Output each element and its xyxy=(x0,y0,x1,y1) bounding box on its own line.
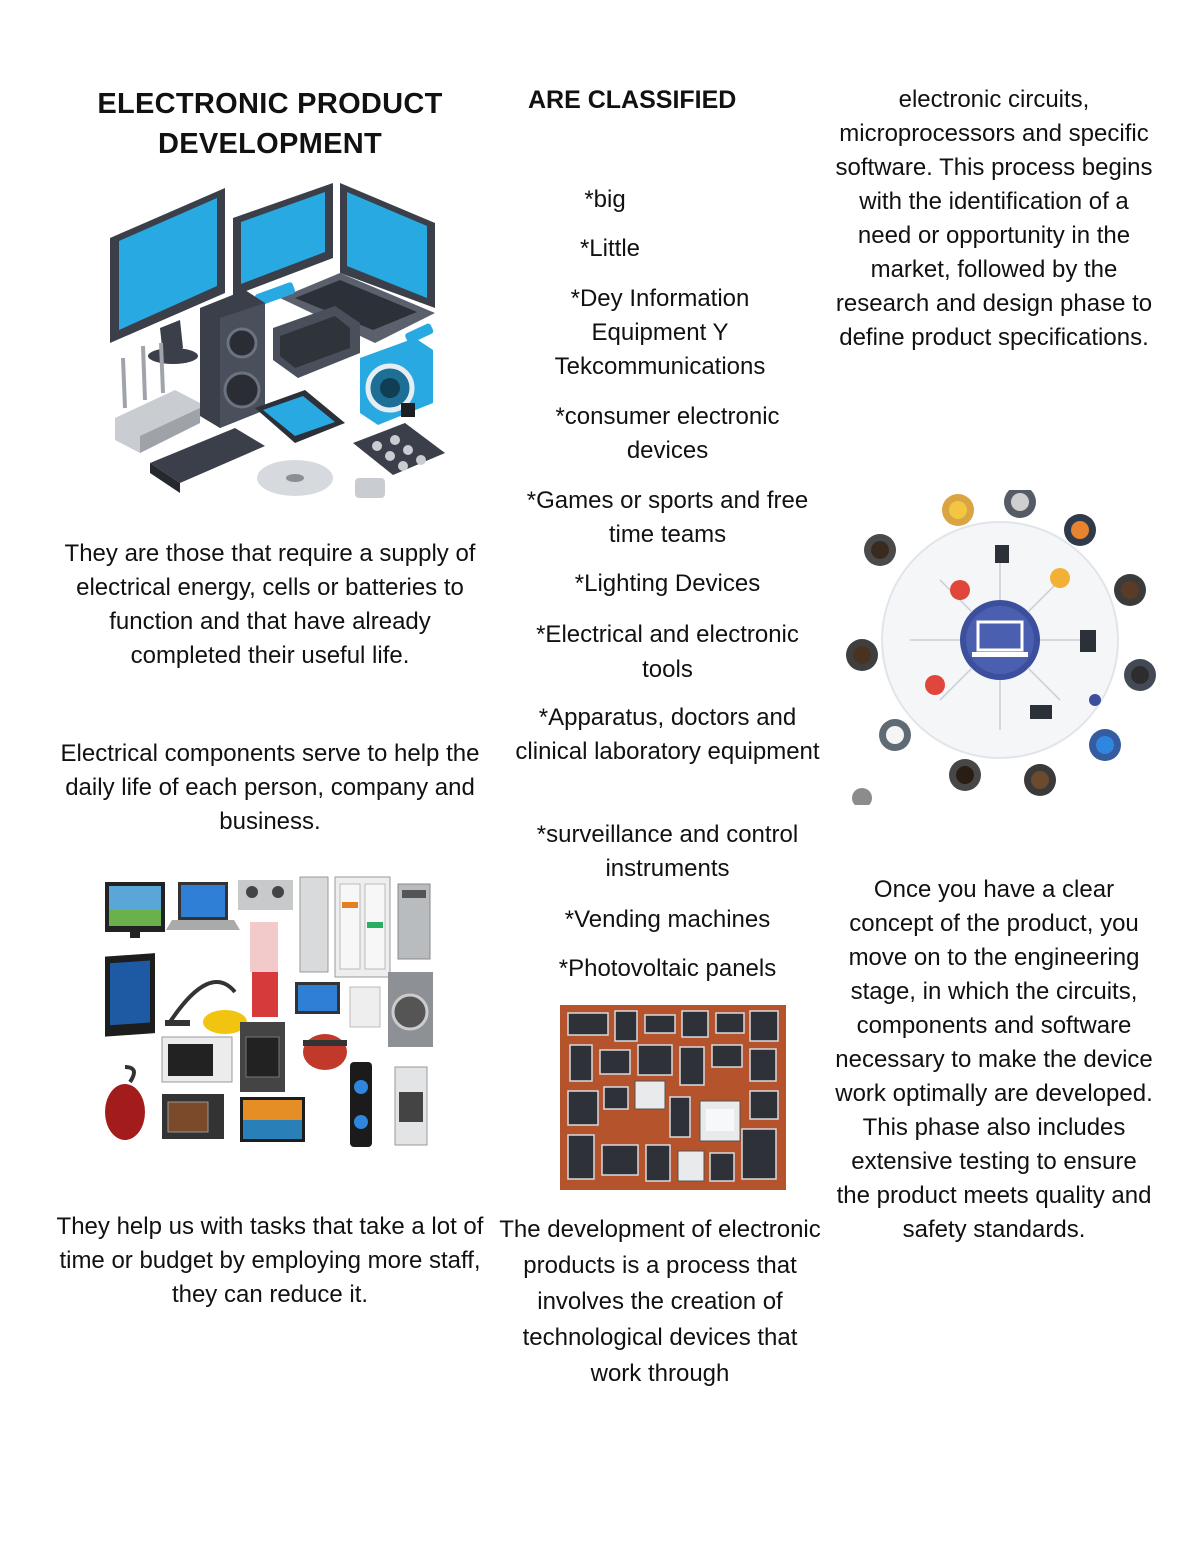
classification-item: *Electrical and electronic tools xyxy=(536,621,799,683)
tv-icon xyxy=(105,882,165,938)
classification-item: *Lighting Devices xyxy=(574,570,761,597)
classification-item: *Little xyxy=(579,235,641,262)
refrigerator-icon xyxy=(300,877,328,972)
tv-icon xyxy=(240,1097,305,1142)
electronic-devices-illustration xyxy=(105,178,450,518)
toaster-oven-icon xyxy=(162,1094,224,1139)
microwave-icon xyxy=(162,1037,232,1082)
disc-icon xyxy=(257,460,333,496)
keypad-icon xyxy=(353,423,445,498)
tv-icon xyxy=(105,953,155,1036)
washing-machine-icon xyxy=(388,972,433,1047)
process-paragraph: electronic circuits, microprocessors and specific software. This process begins with the identification of a need or opportunity in the market, followed by the research and design phase to define product specifications. xyxy=(835,86,1153,351)
vacuum-cleaner-red-icon xyxy=(105,1067,145,1140)
classification-item: *surveillance and control instruments xyxy=(536,821,799,882)
oven-icon xyxy=(240,1022,285,1092)
classification-item: *Dey Information Equipment Y Tekcommunications xyxy=(554,285,766,380)
team-meeting-illustration xyxy=(840,490,1165,805)
classified-heading: ARE CLASSIFIED xyxy=(528,86,737,114)
pot-icon xyxy=(303,1034,347,1070)
classification-item: *Apparatus, doctors and clinical laboratory equipment xyxy=(515,704,820,765)
desktop-pc-icon xyxy=(295,982,340,1014)
stove-top-icon xyxy=(238,880,293,910)
laptop-icon xyxy=(166,882,240,930)
development-paragraph: The development of electronic products is a process that involves the creation of technological devices that work through xyxy=(499,1216,821,1387)
page-title: ELECTRONIC PRODUCT DEVELOPMENT xyxy=(97,88,443,160)
sewing-machine-icon xyxy=(350,987,380,1027)
tasks-paragraph: They help us with tasks that take a lot of time or budget by employing more staff, they can reduce it. xyxy=(56,1213,484,1308)
classification-item: *Photovoltaic panels xyxy=(558,955,777,982)
tower-speaker-icon xyxy=(350,1062,372,1147)
speaker-icon xyxy=(200,290,265,428)
classification-item: *big xyxy=(584,186,626,213)
description-paragraph: They are those that require a supply of electrical energy, cells or batteries to function and that have already completed their useful life. xyxy=(64,540,476,669)
home-appliances-collage xyxy=(100,872,440,1157)
gas-range-icon xyxy=(395,1067,427,1145)
camera-icon xyxy=(360,338,433,425)
blender-icon xyxy=(250,922,278,1017)
smartphone-icon xyxy=(255,390,345,443)
vr-headset-icon xyxy=(273,306,360,378)
vacuum-icon xyxy=(165,982,247,1034)
electronics-board-illustration xyxy=(560,1005,786,1190)
fridge-open-icon xyxy=(335,877,390,977)
monitor-icon xyxy=(233,183,333,296)
classification-item: *Games or sports and free time teams xyxy=(526,487,809,548)
engineering-paragraph: Once you have a clear concept of the product, you move on to the engineering stage, in which the circuits, components and software necessary to make the device work optimally are developed. This phase also includes extensive testing to ensure the product meets quality and safety standards. xyxy=(835,876,1153,1243)
washer-top-icon xyxy=(398,884,430,959)
classification-item: *Vending machines xyxy=(564,906,771,933)
components-paragraph: Electrical components serve to help the daily life of each person, company and business. xyxy=(60,740,480,835)
classification-item: *consumer electronic devices xyxy=(555,403,780,464)
